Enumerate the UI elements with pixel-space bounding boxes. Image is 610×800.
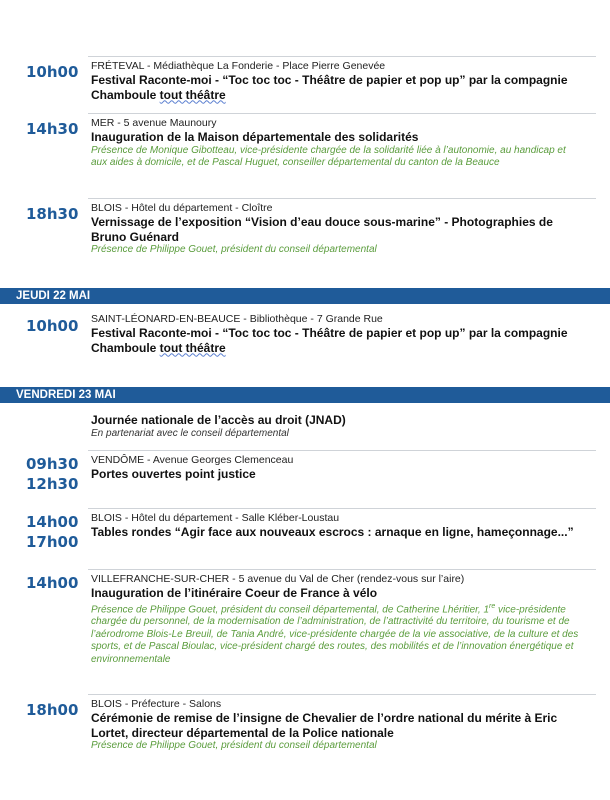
event-content xyxy=(91,313,581,355)
event-time-start: 09h30 xyxy=(26,455,79,473)
event-time: 14h30 xyxy=(26,120,79,138)
event-title: Journée nationale de l’accès au droit (JNAD) xyxy=(91,413,346,427)
event-title: Inauguration de l’itinéraire Coeur de France à vélo xyxy=(91,586,378,600)
event-title: Cérémonie de remise de l’insigne de Chevalier de l’ordre national du mérite à Eric Lortet, directeur départemental de la Police nationale xyxy=(91,711,558,740)
event-location: VENDÔME - Avenue Georges Clemenceau xyxy=(91,454,294,466)
event-content xyxy=(91,60,581,102)
event-content xyxy=(91,512,581,540)
event-title: Tables rondes “Agir face aux nouveaux escrocs : arnaque en ligne, hameçonnage...” xyxy=(91,525,574,539)
spellcheck-underline: tout théâtre xyxy=(159,340,226,355)
event-location: VILLEFRANCHE-SUR-CHER - 5 avenue du Val de Cher (rendez-vous sur l’aire) xyxy=(91,573,465,585)
event-note: En partenariat avec le conseil départemental xyxy=(91,427,289,439)
event-title: Festival Raconte-moi - “Toc toc toc - Théâtre de papier et pop up” par la compagnie Chamboule tout théâtre xyxy=(91,73,568,102)
divider xyxy=(88,569,596,570)
divider xyxy=(88,113,596,114)
event-content xyxy=(91,698,581,753)
event-time: 18h30 xyxy=(26,205,79,223)
event-time: 10h00 xyxy=(26,317,79,335)
event-title: Festival Raconte-moi - “Toc toc toc - Théâtre de papier et pop up” par la compagnie Chamboule tout théâtre xyxy=(91,326,568,355)
divider xyxy=(88,694,596,695)
event-note: Présence de Philippe Gouet, président du conseil départemental xyxy=(91,740,377,751)
event-content xyxy=(91,202,581,257)
event-location: BLOIS - Préfecture - Salons xyxy=(91,698,222,710)
event-note: Présence de Philippe Gouet, président du conseil départemental xyxy=(91,244,377,255)
event-time: 14h00 xyxy=(26,574,79,592)
event-time-start: 14h00 xyxy=(26,513,79,531)
event-title: Inauguration de la Maison départementale des solidarités xyxy=(91,130,419,144)
event-note: Présence de Philippe Gouet, président du conseil départemental, de Catherine Lhéritier, 1re vice-présidente chargée du personnel, de la modernisation de l’administration, de l’attractivité du territoire, du tourisme et de l’aérodrome Blois-Le Breuil, de Tania André, vice-présidente chargée de la vie associative, de la culture et des sports, et de Pascal Bioulac, vice-président chargé des routes, des mobilités et de l’innovation énergétique et environnementale xyxy=(91,602,579,665)
event-location: MER - 5 avenue Maunoury xyxy=(91,117,217,129)
event-time: 10h00 xyxy=(26,63,79,81)
divider xyxy=(88,508,596,509)
divider xyxy=(88,450,596,451)
event-content xyxy=(91,413,581,440)
event-time-end: 17h00 xyxy=(26,533,79,551)
divider xyxy=(88,198,596,199)
event-note: Présence de Monique Gibotteau, vice-présidente chargée de la solidarité liée à l’autonomie, au handicap et aux aides à domicile, et de Pascal Huguet, conseiller départemental du canton de la Beauce xyxy=(91,144,566,168)
event-time: 18h00 xyxy=(26,701,79,719)
event-location: SAINT-LÉONARD-EN-BEAUCE - Bibliothèque - 7 Grande Rue xyxy=(91,313,383,325)
event-content xyxy=(91,454,581,482)
event-location: FRÉTEVAL - Médiathèque La Fonderie - Place Pierre Genevée xyxy=(91,60,386,72)
event-location: BLOIS - Hôtel du département - Salle Kléber-Loustau xyxy=(91,512,340,524)
day-header-friday: VENDREDI 23 MAI xyxy=(0,387,610,403)
event-time-end: 12h30 xyxy=(26,475,79,493)
spellcheck-underline: tout théâtre xyxy=(159,87,226,102)
event-title: Portes ouvertes point justice xyxy=(91,467,256,481)
day-header-thursday: JEUDI 22 MAI xyxy=(0,288,610,304)
event-content xyxy=(91,573,581,666)
event-title: Vernissage de l’exposition “Vision d’eau douce sous-marine” - Photographies de Bruno Guénard xyxy=(91,215,553,244)
event-location: BLOIS - Hôtel du département - Cloître xyxy=(91,202,273,214)
divider xyxy=(88,56,596,57)
event-content xyxy=(91,117,581,170)
